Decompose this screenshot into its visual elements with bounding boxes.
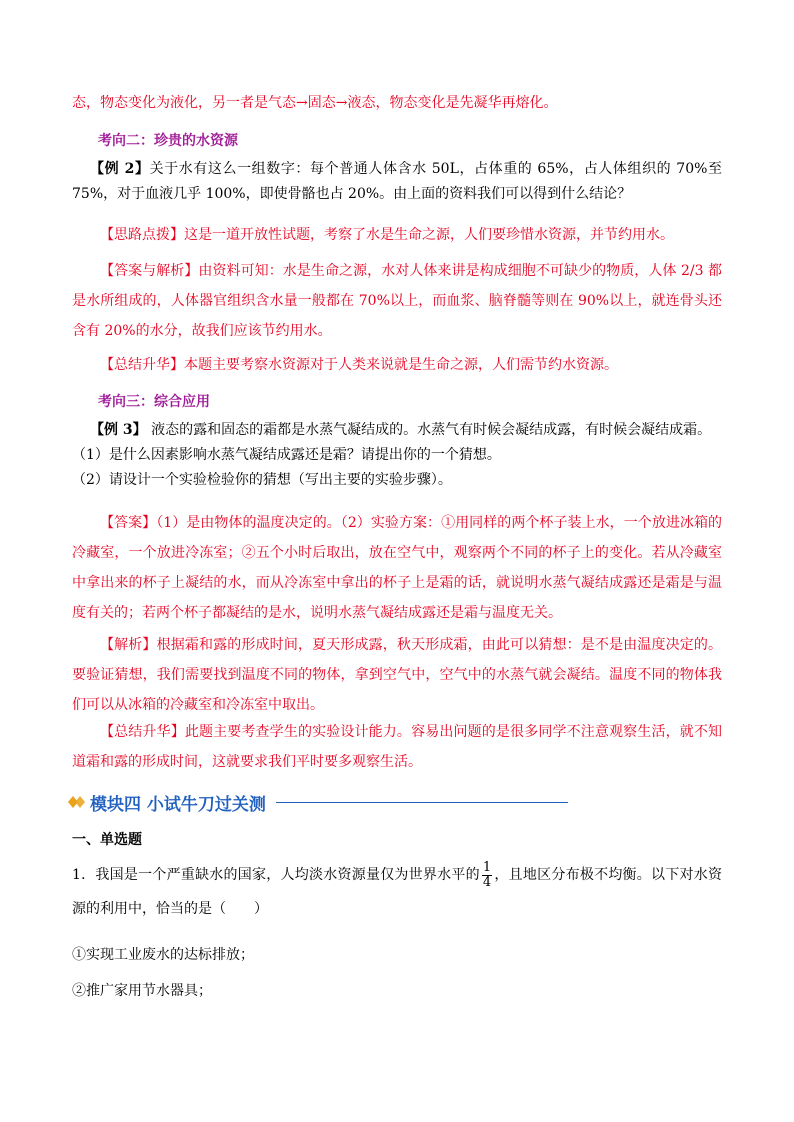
answer-3-paragraph bbox=[72, 508, 722, 628]
example-3-text: 液态的露和固态的霜都是水蒸气凝结成的。水蒸气有时候会凝结成露，有时候会凝结成霜。 bbox=[146, 422, 712, 438]
example-3-label: 【例 3】 bbox=[90, 422, 147, 438]
example-3-question-1: （1）是什么因素影响水蒸气凝结成露还是霜？请提出你的一个猜想。 bbox=[72, 447, 501, 463]
example-2-label: 【例 2】 bbox=[90, 161, 150, 177]
analysis-3-paragraph bbox=[72, 630, 722, 720]
answer-analysis-paragraph bbox=[72, 256, 722, 346]
question-1-stem-before: 1．我国是一个严重缺水的国家，人均淡水资源量仅为世界水平的 bbox=[72, 867, 480, 883]
fraction-denominator: 4 bbox=[482, 874, 492, 890]
hint-text: 这是一道开放性试题，考察了水是生命之源，人们要珍惜水资源，并节约用水。 bbox=[184, 227, 674, 243]
summary-2-text: 本题主要考察水资源对于人类来说就是生命之源，人们需节约水资源。 bbox=[184, 357, 618, 373]
example-3-question-2: （2）请设计一个实验检验你的猜想（写出主要的实验步骤）。 bbox=[72, 472, 452, 488]
answer-analysis-label: 【答案与解析】 bbox=[100, 263, 199, 279]
question-1-option-2: ②推广家用节水器具； bbox=[72, 983, 212, 999]
summary-2-label: 【总结升华】 bbox=[100, 357, 184, 373]
section-heading-2: 考向二：珍贵的水资源 bbox=[98, 133, 238, 149]
summary-3-paragraph bbox=[72, 717, 722, 777]
summary-2-paragraph bbox=[72, 350, 722, 380]
summary-3-text: 此题主要考查学生的实验设计能力。容易出问题的是很多同学不注意观察生活，就不知道霜和露的形成时间，这就要求我们平时要多观察生活。 bbox=[72, 724, 723, 770]
answer-analysis-text: 由资料可知：水是生命之源，水对人体来讲是构成细胞不可缺少的物质，人体 2/3 都是水所组成的，人体器官组织含水量一般都在 70%以上，而血浆、脑脊髓等则在 90%以上，就连骨头还含有 20%的水分，故我们应该节约用水。 bbox=[72, 263, 722, 339]
fraction-numerator: 1 bbox=[482, 859, 492, 875]
module-rule bbox=[276, 802, 568, 803]
hint-label: 【思路点拨】 bbox=[100, 227, 184, 243]
fraction bbox=[482, 861, 492, 890]
hint-paragraph bbox=[72, 220, 722, 250]
paragraph-continuation: 态，物态变化为液化，另一者是气态→固态→液态，物态变化是先凝华再熔化。 bbox=[72, 95, 558, 111]
analysis-3-text: 根据霜和露的形成时间，夏天形成露，秋天形成霜，由此可以猜想：是不是由温度决定的。要验证猜想，我们需要找到温度不同的物体，拿到空气中，空气中的水蒸气就会凝结。温度不同的物体我们可以从冰箱的冷藏室和冷冻室中取出。 bbox=[72, 637, 723, 713]
question-1-option-1: ①实现工业废水的达标排放； bbox=[72, 947, 254, 963]
example-2-text: 关于水有这么一组数字：每个普通人体含水 50L，占体重的 65%，占人体组织的 70%至 75%，对于血液几乎 100%，即使骨骼也占 20%。由上面的资料我们可以得到什么结论？ bbox=[72, 161, 722, 202]
example-2 bbox=[72, 157, 722, 207]
part-heading: 一、单选题 bbox=[72, 832, 142, 848]
module-header bbox=[68, 788, 568, 816]
summary-3-label: 【总结升华】 bbox=[100, 724, 185, 740]
question-1-stem-after: ，且地区分布极不均衡。以下对水资源的利用中，恰当的是（ ） bbox=[72, 867, 723, 917]
question-1-stem bbox=[72, 858, 722, 926]
answer-3-label: 【答案】 bbox=[100, 515, 157, 531]
answer-3-text: （1）是由物体的温度决定的。（2）实验方案：①用同样的两个杯子装上水，一个放进冰箱的冷藏室，一个放进冷冻室；②五个小时后取出，放在空气中，观察两个不同的杯子上的变化。若从冷藏室中拿出来的杯子上凝结的水，而从冷冻室中拿出的杯子上是霜的话，就说明水蒸气凝结成露还是霜是与温度有关的；若两个杯子都凝结的是水，说明水蒸气凝结成露还是霜与温度无关。 bbox=[72, 515, 723, 621]
double-diamond-icon bbox=[68, 793, 86, 811]
analysis-3-label: 【解析】 bbox=[100, 637, 157, 653]
section-heading-3: 考向三：综合应用 bbox=[98, 394, 210, 410]
example-3 bbox=[72, 418, 722, 443]
module-title: 模块四 小试牛刀过关测 bbox=[90, 794, 266, 815]
